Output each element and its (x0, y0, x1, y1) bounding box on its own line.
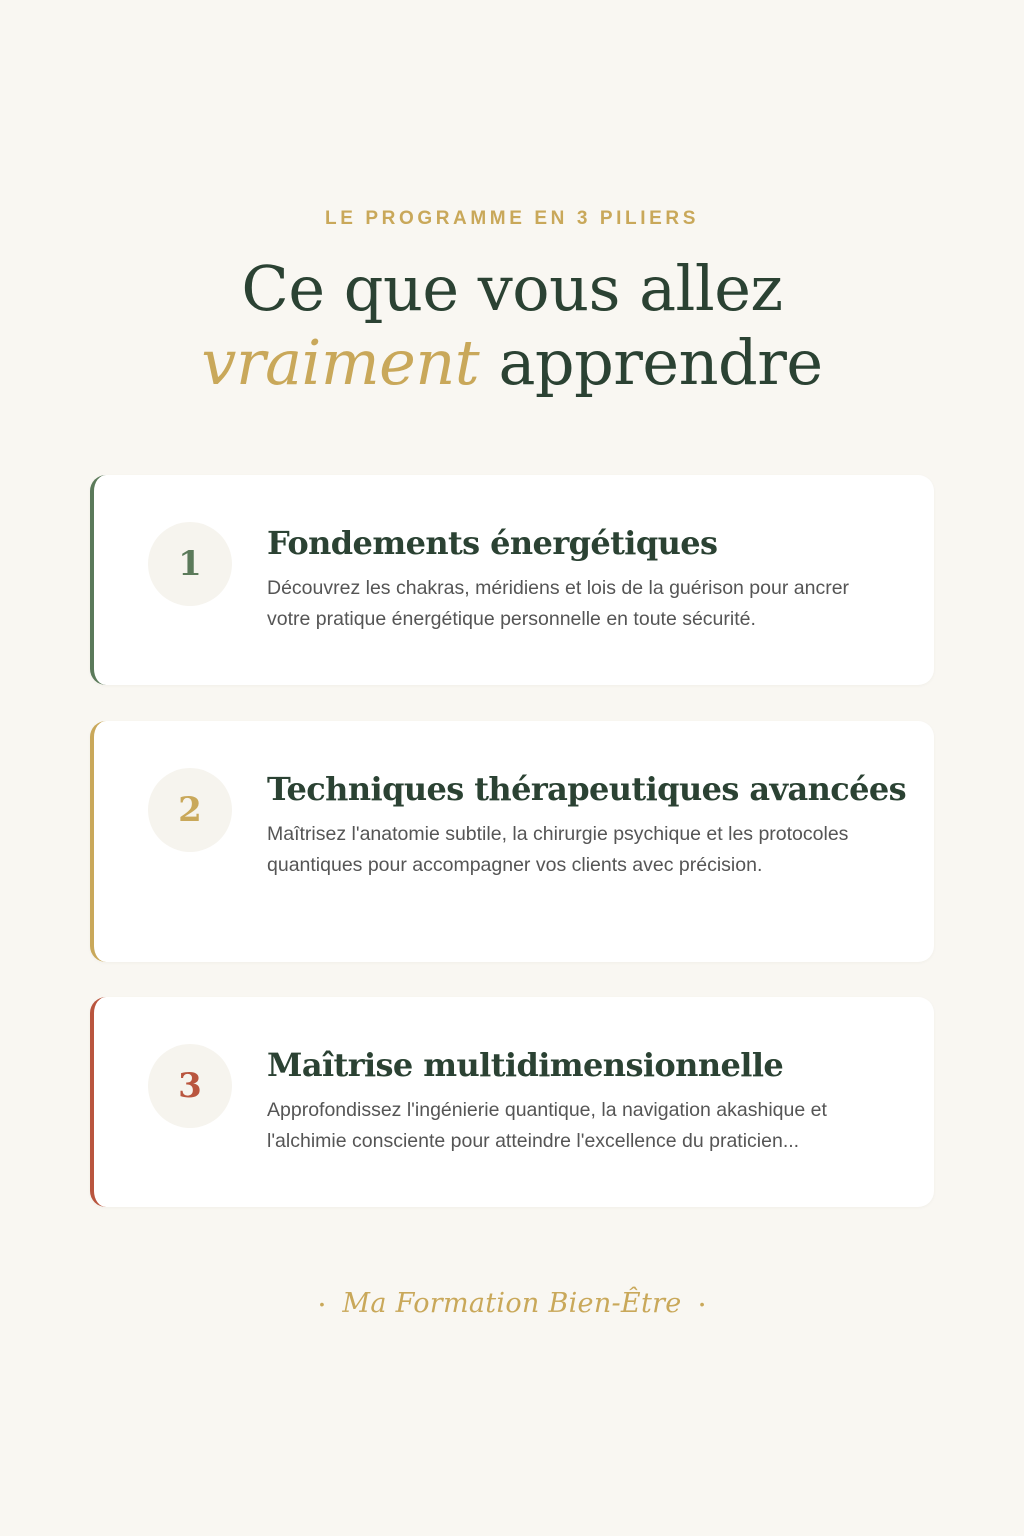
dot-right-icon: • (699, 1296, 705, 1312)
pillar-card-2 (90, 721, 934, 962)
pillar-title: Maîtrise multidimensionnelle (267, 1046, 784, 1084)
title-accent-word: vraiment (201, 326, 480, 399)
pillar-number-badge: 2 (148, 768, 232, 852)
pillar-card-1 (90, 475, 934, 685)
pillar-card-3 (90, 997, 934, 1207)
pillar-description: Découvrez les chakras, méridiens et lois de la guérison pour ancrer votre pratique énergétique personnelle en toute sécurité. (267, 577, 850, 630)
title-line-2 (0, 326, 1024, 400)
brand-name: Ma Formation Bien-Être (342, 1288, 682, 1319)
dot-left-icon: • (319, 1296, 325, 1312)
page-title (0, 252, 1024, 400)
section-eyebrow: LE PROGRAMME EN 3 PILIERS (325, 208, 699, 229)
pillar-title: Fondements énergétiques (267, 524, 718, 562)
footer-brand (0, 1286, 1024, 1322)
pillar-title: Techniques thérapeutiques avancées (267, 770, 907, 808)
pillar-number-badge: 3 (148, 1044, 232, 1128)
title-rest-word: apprendre (498, 326, 823, 399)
pillar-description: Approfondissez l'ingénierie quantique, la navigation akashique et l'alchimie consciente pour atteindre l'excellence du praticien... (267, 1099, 827, 1152)
pillar-number-badge: 1 (148, 522, 232, 606)
title-line-1: Ce que vous allez (241, 252, 783, 325)
pillar-description: Maîtrisez l'anatomie subtile, la chirurgie psychique et les protocoles quantiques pour accompagner vos clients avec précision. (267, 823, 849, 876)
